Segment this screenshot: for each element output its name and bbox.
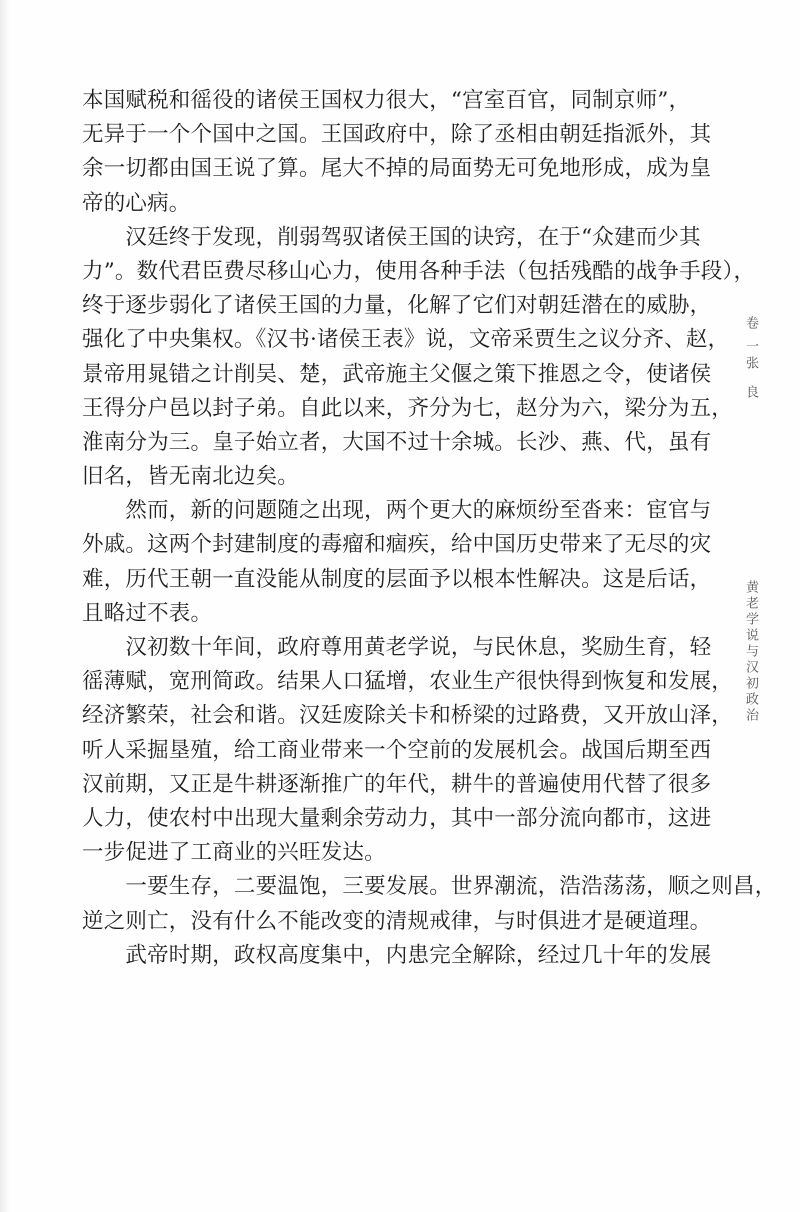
text-line: 无异于一个个国中之国。王国政府中，除了丞相由朝廷指派外，其 xyxy=(82,122,712,148)
text-line: 帝的心病。 xyxy=(82,190,191,216)
text-line: 终于逐步弱化了诸侯王国的力量，化解了它们对朝廷潜在的威胁， xyxy=(82,293,712,319)
text-line: 外戚。这两个封建制度的毒瘤和痼疾，给中国历史带来了无尽的灾 xyxy=(82,532,712,558)
text-line: 人力，使农村中出现大量剩余劳动力，其中一部分流向都市，这进 xyxy=(82,805,712,831)
text-line: 汉廷终于发现，削弱驾驭诸侯王国的诀窍，在于“众建而少其 xyxy=(82,224,701,250)
text-line: 强化了中央集权。《汉书·诸侯王表》说，文帝采贾生之议分齐、赵， xyxy=(82,327,730,353)
text-line: 逆之则亡，没有什么不能改变的清规戒律，与时俱进才是硬道理。 xyxy=(82,908,712,934)
text-line: 旧名，皆无南北边矣。 xyxy=(82,464,300,490)
text-line: 淮南分为三。皇子始立者，大国不过十余城。长沙、燕、代，虽有 xyxy=(82,429,712,455)
page-edge-shadow xyxy=(0,0,10,1212)
running-header-volume: 卷一 xyxy=(743,316,758,362)
text-line: 武帝时期，政权高度集中，内患完全解除，经过几十年的发展 xyxy=(82,942,712,968)
text-line: 余一切都由国王说了算。尾大不掉的局面势无可免地形成，成为皇 xyxy=(82,156,712,182)
text-line: 徭薄赋，宽刑简政。结果人口猛增，农业生产很快得到恢复和发展， xyxy=(82,669,734,695)
text-line: 听人采掘垦殖，给工商业带来一个空前的发展机会。战国后期至西 xyxy=(82,737,712,763)
text-line: 本国赋税和徭役的诸侯王国权力很大，“宫室百官，同制京师”， xyxy=(82,88,691,113)
text-line: 一要生存，二要温饱，三要发展。世界潮流，浩浩荡荡，顺之则昌， xyxy=(82,874,777,900)
running-header-name: 张良 xyxy=(743,356,758,414)
text-line: 王得分户邑以封子弟。自此以来，齐分为七，赵分为六，梁分为五， xyxy=(82,395,734,421)
text-line: 一步促进了工商业的兴旺发达。 xyxy=(82,840,386,866)
text-line: 力”。数代君臣费尽移山心力，使用各种手法（包括残酷的战争手段）， xyxy=(82,258,756,284)
text-line: 然而，新的问题随之出现，两个更大的麻烦纷至沓来：宦官与 xyxy=(82,498,712,524)
text-line: 景帝用晁错之计削吴、楚，武帝施主父偃之策下推恩之令，使诸侯 xyxy=(82,361,712,387)
text-line: 经济繁荣，社会和谐。汉廷废除关卡和桥梁的过路费，又开放山泽， xyxy=(82,703,734,729)
text-line: 汉前期，又正是牛耕逐渐推广的年代，耕牛的普遍使用代替了很多 xyxy=(82,771,712,797)
text-line: 难，历代王朝一直没能从制度的层面予以根本性解决。这是后话， xyxy=(82,566,712,592)
text-line: 汉初数十年间，政府尊用黄老学说，与民休息，奖励生育，轻 xyxy=(82,635,712,660)
text-line: 且略过不表。 xyxy=(82,600,213,626)
running-header-chapter: 黄老学说与汉初政治 xyxy=(743,580,758,724)
